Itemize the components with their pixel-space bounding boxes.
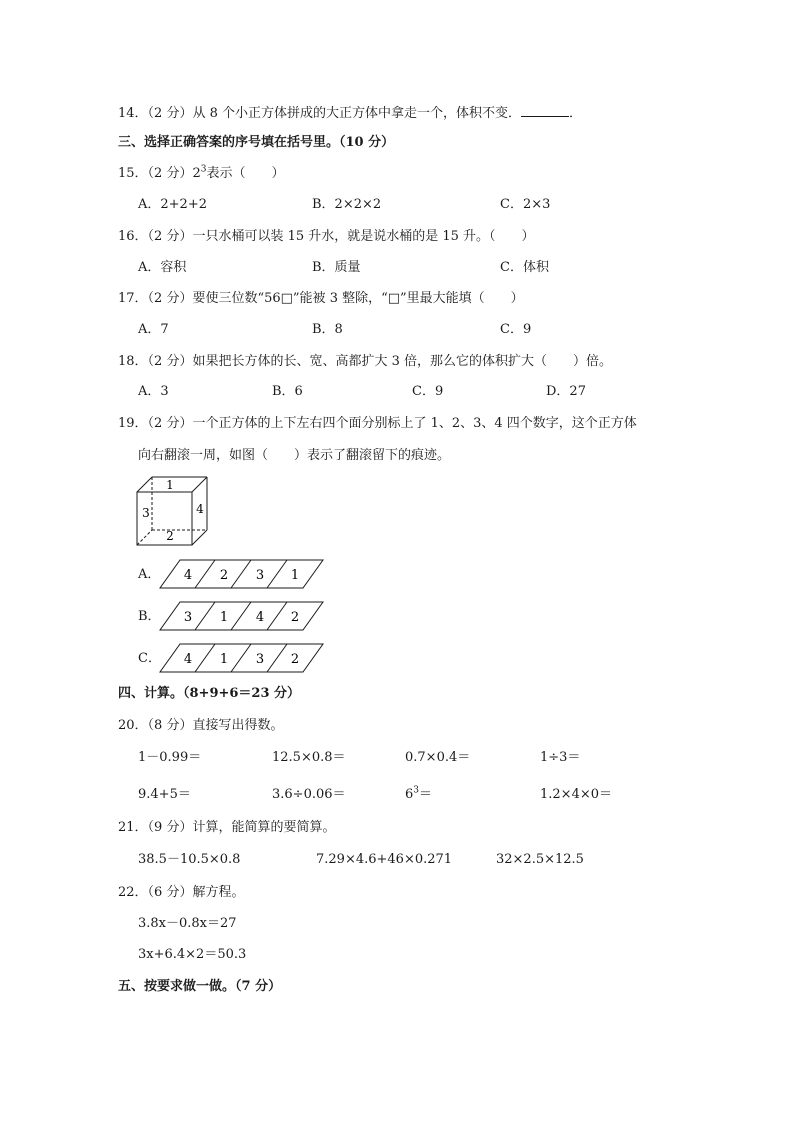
cube-figure <box>132 472 212 548</box>
section-4-heading: 四、计算。（8+9+6＝23 分） <box>118 686 301 701</box>
strip-cell: 2 <box>290 610 300 625</box>
strip-cell: 1 <box>219 652 229 667</box>
q17-option-c[interactable]: C．9 <box>500 322 532 337</box>
calc-item: 7.29×4.6+46×0.271 <box>316 852 453 867</box>
cube-face-top: 1 <box>166 478 174 492</box>
question-15: 15．（2 分）$2^3$表示（ ） <box>118 164 285 181</box>
strip-cell: 3 <box>255 652 265 667</box>
q19-option-a-strip[interactable] <box>158 558 328 590</box>
question-17: 17．（2 分）要使三位数“56□”能被 3 整除，“□”里最大能填（ ） <box>118 291 524 306</box>
strip-cell: 1 <box>219 610 229 625</box>
cube-face-bottom: 2 <box>166 529 174 543</box>
q19-option-b-strip[interactable] <box>158 600 328 632</box>
q17-option-a[interactable]: A．7 <box>138 322 169 337</box>
question-14: 14．（2 分）从 8 个小正方体拼成的大正方体中拿走一个，体积不变． ． <box>118 106 582 121</box>
q16-option-b[interactable]: B．质量 <box>312 260 361 275</box>
calc-item: 3.6÷0.06＝ <box>272 787 346 802</box>
section-5-heading: 五、按要求做一做。（7 分） <box>118 979 282 994</box>
cube-face-right: 4 <box>196 502 204 516</box>
q18-option-d[interactable]: D．27 <box>546 384 586 399</box>
q15-option-a[interactable]: A．2+2+2 <box>138 197 207 212</box>
question-19-line-2: 向右翻滚一周，如图（ ）表示了翻滚留下的痕迹。 <box>138 448 451 463</box>
strip-cell: 4 <box>183 652 193 667</box>
equation: 3x+6.4×2＝50.3 <box>138 947 247 962</box>
calc-item: 32×2.5×12.5 <box>496 852 584 867</box>
q15-option-c[interactable]: C．2×3 <box>500 197 551 212</box>
calc-item: $6^3=$ <box>405 785 433 802</box>
calc-item: 0.7×0.4＝ <box>405 750 471 765</box>
q18-option-c[interactable]: C．9 <box>412 384 444 399</box>
strip-cell: 3 <box>183 610 193 625</box>
calc-item: 9.4+5＝ <box>138 787 191 802</box>
answer-blank[interactable] <box>521 104 569 117</box>
calc-item: 12.5×0.8＝ <box>272 750 346 765</box>
q19-option-c-label[interactable]: C． <box>138 651 161 666</box>
q18-option-b[interactable]: B．6 <box>272 384 303 399</box>
strip-cell: 3 <box>255 568 265 583</box>
question-22: 22．（6 分）解方程。 <box>118 885 245 900</box>
strip-cell: 2 <box>219 568 229 583</box>
q17-option-b[interactable]: B．8 <box>312 322 343 337</box>
section-3-heading: 三、选择正确答案的序号填在括号里。（10 分） <box>118 135 395 150</box>
strip-cell: 1 <box>290 568 300 583</box>
q16-option-c[interactable]: C．体积 <box>500 260 549 275</box>
cube-face-left: 3 <box>142 506 150 520</box>
q18-option-a[interactable]: A．3 <box>138 384 169 399</box>
strip-cell: 2 <box>290 652 300 667</box>
calc-item: 38.5－10.5×0.8 <box>138 852 241 867</box>
q19-option-b-label[interactable]: B． <box>138 609 161 624</box>
question-18: 18．（2 分）如果把长方体的长、宽、高都扩大 3 倍，那么它的体积扩大（ ）倍。 <box>118 354 612 369</box>
calc-item: 1.2×4×0＝ <box>540 787 613 802</box>
q19-option-a-label[interactable]: A． <box>138 567 161 582</box>
question-20: 20．（8 分）直接写出得数。 <box>118 718 284 733</box>
q16-option-a[interactable]: A．容积 <box>138 260 187 275</box>
question-19-line-1: 19．（2 分）一个正方体的上下左右四个面分别标上了 1、2、3、4 四个数字，这个正方体 <box>118 416 637 431</box>
calc-item: 1÷3＝ <box>540 750 581 765</box>
question-16: 16．（2 分）一只水桶可以装 15 升水，就是说水桶的是 15 升。（ ） <box>118 229 535 244</box>
strip-cell: 4 <box>183 568 193 583</box>
q19-option-c-strip[interactable] <box>158 642 328 674</box>
strip-cell: 4 <box>255 610 265 625</box>
equation: 3.8x－0.8x＝27 <box>138 916 237 931</box>
question-21: 21．（9 分）计算，能简算的要简算。 <box>118 820 336 835</box>
calc-item: 1－0.99＝ <box>138 750 202 765</box>
q15-option-b[interactable]: B．2×2×2 <box>312 197 382 212</box>
